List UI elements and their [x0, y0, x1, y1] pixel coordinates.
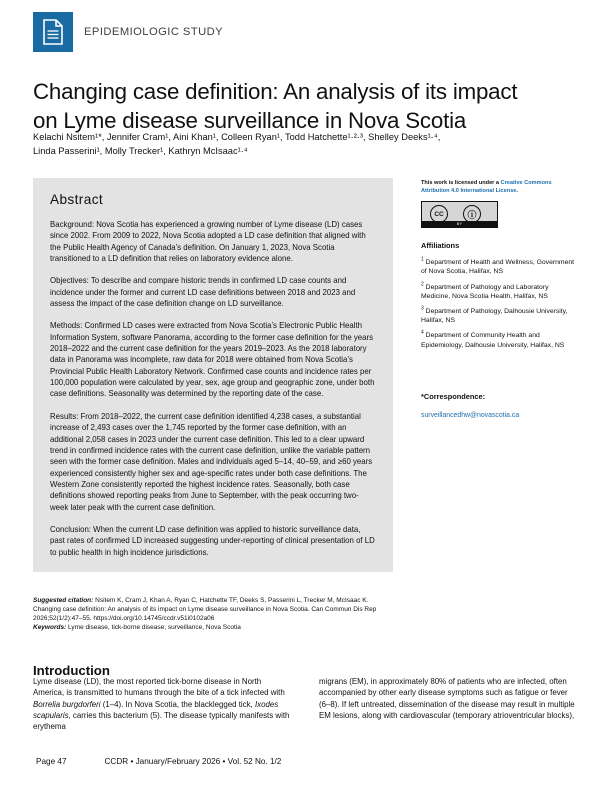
suggested-citation-text: Nsitem K, Cram J, Khan A, Ryan C, Hatchette TF, Deeks S, Passerini L, Trecker M, McIsaac K. Changing case definition: An analysis of its impact on Lyme disease surveillance in Nova Scotia. Can Commun Dis Rep 2026;52(1/2):47–55. https://doi.org/10.14745/ccdr.v51i0102a06: [33, 597, 377, 623]
abstract-objectives: Objectives: To describe and compare historic trends in confirmed LD case counts and incidence under the former and current LD case definitions between 2018 and 2023 and assess the impact of the case definition change on LD surveillance.: [50, 276, 356, 309]
article-type-label: EPIDEMIOLOGIC STUDY: [84, 26, 224, 38]
affiliation-marker: 3: [421, 305, 424, 312]
footer-page-number: Page 47: [36, 757, 67, 766]
license-link[interactable]: Creative Commons Attribution 4.0 International License: [421, 180, 552, 194]
affiliations-heading: Affiliations: [421, 241, 460, 251]
license-note: [421, 180, 579, 195]
affiliation-item: [421, 307, 579, 325]
author-list: [33, 131, 533, 158]
affiliation-text: Department of Health and Wellness, Government of Nova Scotia, Halifax, NS: [421, 259, 575, 276]
affiliation-marker: 2: [421, 281, 424, 288]
abstract-conclusion: Conclusion: When the current LD case definition was applied to historic surveillance data, past rates of confirmed LD increased suggesting under-reporting of clinical presentation of LD to public health in high incidence jurisdictions.: [50, 524, 375, 557]
article-header: [33, 12, 223, 52]
creative-commons-badge-icon: [421, 201, 498, 228]
abstract-section: [33, 178, 393, 572]
page-footer: [36, 757, 576, 766]
cc-by-person-icon: ⓘ: [463, 205, 481, 223]
author-line-1: Kelachi Nsitem¹*, Jennifer Cram¹, Aini Khan¹, Colleen Ryan¹, Todd Hatchette¹·²·³, Shelley Deeks¹·⁴,: [33, 132, 441, 142]
intro-species-borrelia: Borrelia burgdorferi: [33, 699, 101, 709]
affiliation-text: Department of Community Health and Epidemiology, Dalhousie University, Halifax, NS: [421, 332, 565, 349]
abstract-heading: Abstract: [50, 192, 104, 207]
footer-journal-line: CCDR • January/February 2026 • Vol. 52 No. 1/2: [104, 757, 282, 766]
page-title: Changing case definition: An analysis of its impact on Lyme disease surveillance in Nova Scotia: [33, 78, 518, 133]
cc-badge-bar: [422, 221, 497, 227]
intro-text-c: , carries this bacterium (5). The disease typically manifests with erythema: [33, 710, 290, 732]
affiliation-item: [421, 331, 579, 349]
sidebar: [421, 180, 579, 422]
affiliation-item: [421, 258, 579, 276]
keywords-label: Keywords:: [33, 624, 67, 632]
affiliation-text: Department of Pathology and Laboratory Medicine, Nova Scotia Health, Halifax, NS: [421, 283, 549, 300]
suggested-citation-label: Suggested citation:: [33, 597, 94, 604]
license-prefix: This work is licensed under a: [421, 180, 501, 186]
abstract-background: Background: Nova Scotia has experienced a growing number of Lyme disease (LD) cases since 2002. From 2009 to 2022, Nova Scotia adopted a LD case definition that aligned with the Public Health Agency of Canada’s definition. On January 1, 2023, Nova Scotia transitioned to a LD definition that relies on laboratory evidence alone.: [50, 220, 366, 264]
author-line-2: Linda Passerini¹, Molly Trecker¹, Kathryn McIsaac¹·⁴: [33, 145, 248, 156]
cc-logo-icon: CC: [430, 205, 448, 223]
intro-text-b: (1–4). In Nova Scotia, the blacklegged tick,: [100, 699, 255, 709]
introduction-columns: [33, 676, 579, 732]
affiliation-text: Department of Pathology, Dalhousie University, Halifax, NS: [421, 308, 568, 325]
intro-species-ixodes: Ixodes scapularis: [33, 699, 279, 720]
introduction-heading: Introduction: [33, 662, 110, 678]
correspondence-heading: *Correspondence:: [421, 391, 486, 401]
introduction-column-right: [319, 676, 579, 732]
correspondence-email-link[interactable]: surveillancedhw@novascotia.ca: [421, 411, 520, 419]
suggested-citation: [33, 596, 393, 623]
abstract-methods: Methods: Confirmed LD cases were extracted from Nova Scotia’s Electronic Public Health Information System, software Panorama, according to the former case definition for the years 2018–2022 and the current case definition for the years 2019–2023. As the 2018 laboratory data in Panorama was incomplete, raw data for 2018 were obtained from Nova Scotia’s Provincial Public Health Laboratory Network. Confirmed case counts and incidence rates per 100,000 population were calculated by year, sex, age group and geographic zone, under both case definitions. Seasonality was determined by the reporting date of the case.: [50, 321, 375, 399]
citation-block: [33, 596, 393, 632]
license-suffix: .: [516, 187, 518, 194]
introduction-paragraph-right: migrans (EM), in approximately 80% of patients who are infected, often accompanied by other early disease symptoms such as fatigue or fever (6–8). If left untreated, dissemination of the disease may result in multiple EM lesions, along with cardiovascular (temporary atrioventricular blocks),: [319, 677, 575, 720]
affiliation-marker: 4: [421, 330, 424, 337]
introduction-column-left: [33, 676, 293, 732]
introduction-paragraph-left: [33, 676, 293, 732]
cc-badge-bar-label: BY: [456, 221, 463, 226]
document-icon: [33, 12, 73, 52]
keywords: [33, 623, 393, 632]
affiliation-item: [421, 283, 579, 301]
keywords-text: Lyme disease, tick-borne disease, surveillance, Nova Scotia: [66, 624, 241, 632]
affiliation-marker: 1: [421, 256, 424, 263]
abstract-results: Results: From 2018–2022, the current case definition identified 4,238 cases, a substantial increase of 2,493 cases over the 1,745 reported by the former case definition, with an additional 2,058 cases in 2023 under the current case definition. This led to a clear upward trend in confirmed incidence rates with the current case definition, unlike the variable pattern seen with the former case definition. Males and individuals aged 5–14, 40–59, and ≥60 years experienced consistently higher sex and age-specific rates under both case definitions. The Western Zone consistently reported the highest incidence rates. Seasonally, both case definitions showed reporting peaks from June to September, with the peak occurring two-week later peak with the current case definition.: [50, 411, 373, 512]
intro-text-a: Lyme disease (LD), the most reported tick-borne disease in North America, is transmitted to humans through the bite of a tick infected with: [33, 677, 285, 698]
